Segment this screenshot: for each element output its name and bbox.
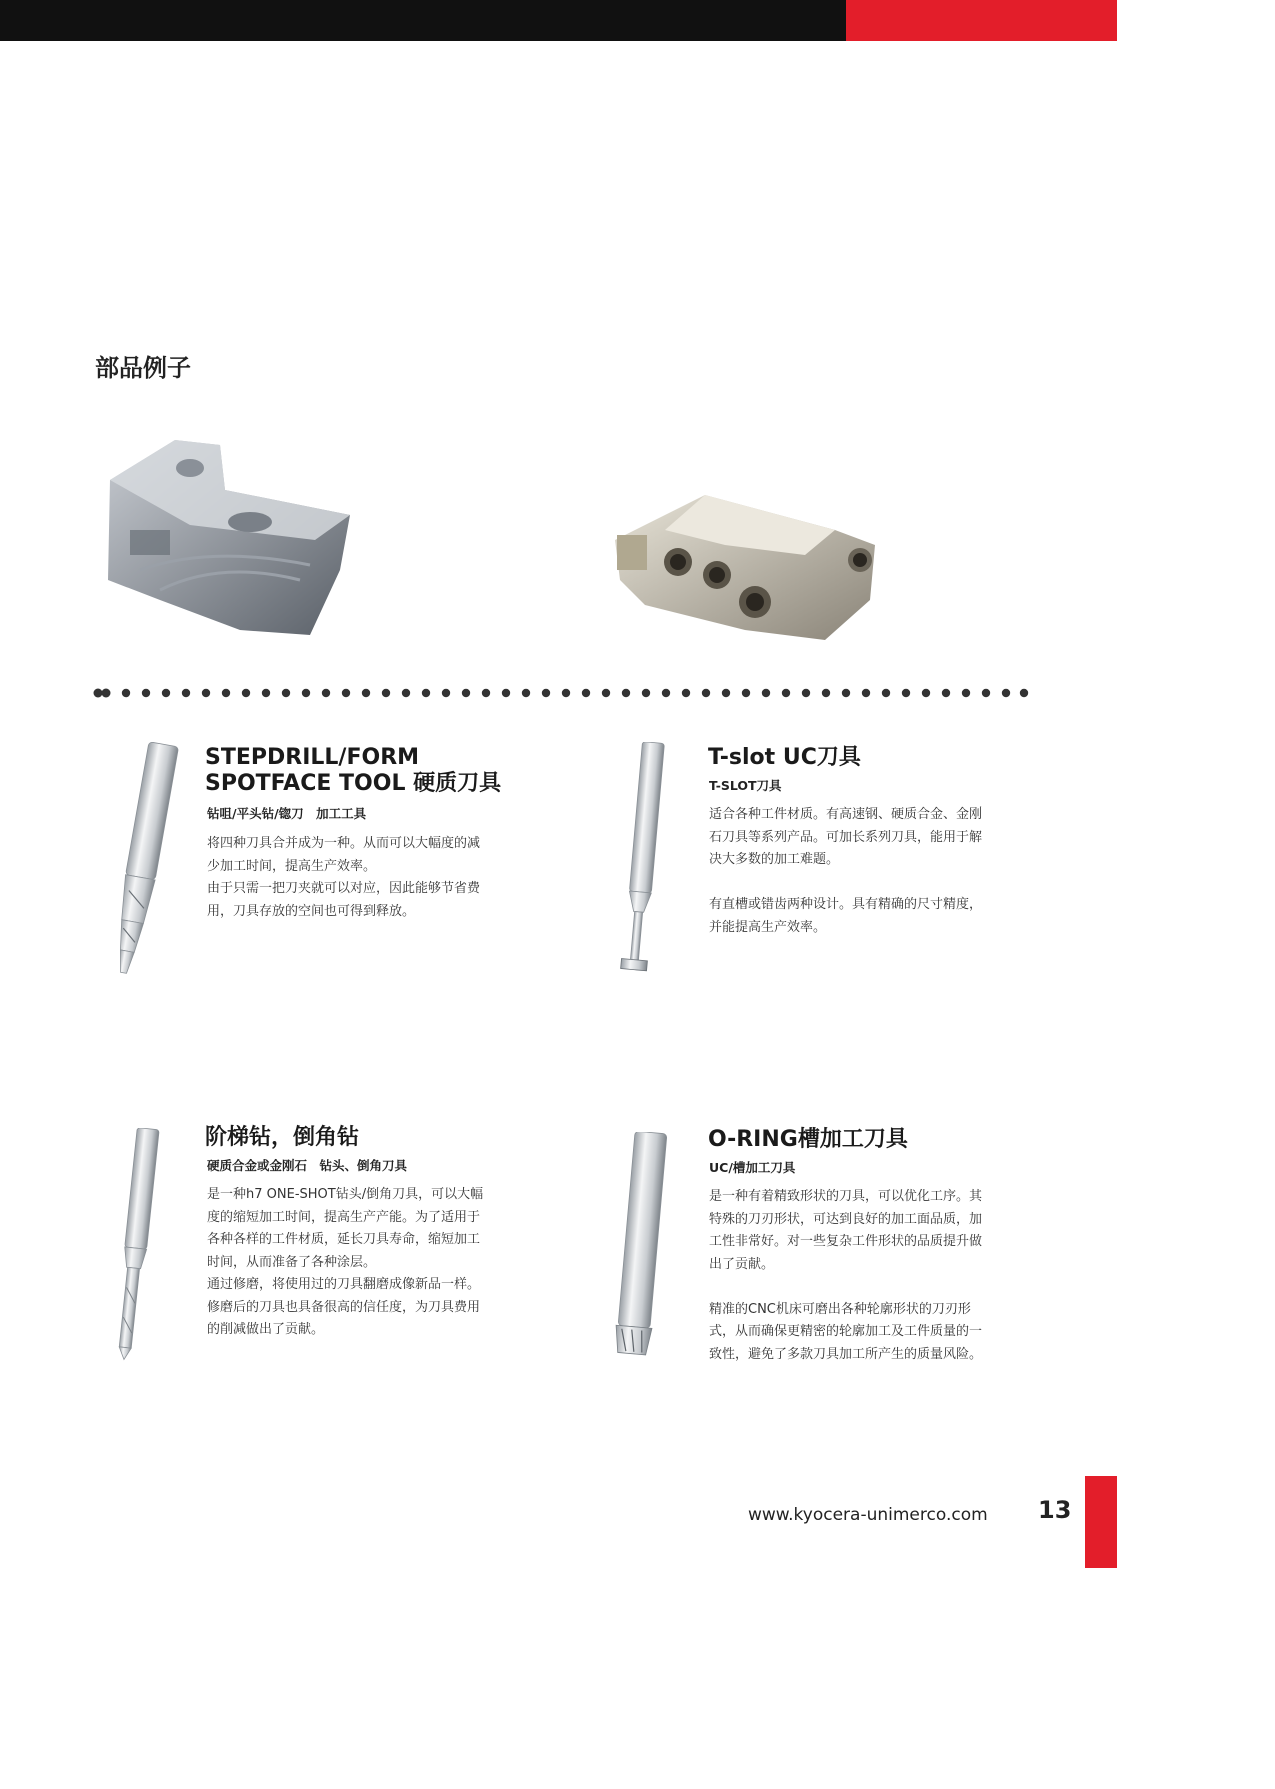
block-1-title-line-1: STEPDRILL/FORM xyxy=(205,745,420,770)
block-1-body: 将四种刀具合并成为一种。从而可以大幅度的减 少加工时间，提高生产效率。 由于只需一把刀夹就可以对应，因此能够节省费 用，刀具存放的空间也可得到释放。 xyxy=(207,836,481,919)
part-image-valve-body xyxy=(605,490,885,640)
tool-image-stepdrill xyxy=(100,742,180,982)
footer-red-tab xyxy=(1085,1476,1117,1568)
header-black-bar xyxy=(0,0,846,41)
section-title: 部品例子 xyxy=(95,354,191,382)
part-image-manifold-block xyxy=(100,430,350,640)
block-1-subtitle: 钻咀/平头钻/锪刀 加工工具 xyxy=(207,806,367,821)
footer-url: www.kyocera-unimerco.com xyxy=(748,1505,988,1525)
block-3-subtitle: 硬质合金或金刚石 钻头、倒角刀具 xyxy=(207,1158,408,1173)
tool-image-step-chamfer-drill xyxy=(105,1128,165,1363)
page-number: 13 xyxy=(1038,1496,1072,1524)
tool-image-tslot xyxy=(612,742,672,982)
tool-image-oring-groove xyxy=(605,1132,675,1362)
block-4-subtitle: UC/槽加工刀具 xyxy=(709,1160,796,1175)
block-4-body: 是一种有着精致形状的刀具，可以优化工序。其 特殊的刀刃形状，可达到良好的加工面品质，加 工性非常好。对一些复杂工件形状的品质提升做 出了贡献。 精准的CNC机床可磨出各种轮廓形状的刀刃形 式，从而确保更精密的轮廓加工及工件质量的一 致性，避免了多款刀具加工所产生的质量风险。 xyxy=(709,1189,983,1362)
block-4-title: O-RING槽加工刀具 xyxy=(708,1127,908,1152)
dotted-divider xyxy=(92,686,1032,700)
block-3-body: 是一种h7 ONE-SHOT钻头/倒角刀具，可以大幅 度的缩短加工时间，提高生产产能。为了适用于 各种各样的工件材质，延长刀具寿命，缩短加工 时间，从而准备了各种涂层。 通过修磨，将使用过的刀具翻磨成像新品一样。 修磨后的刀具也具备很高的信任度，为刀具费用 的削减做出了贡献。 xyxy=(207,1187,484,1337)
header-red-bar xyxy=(846,0,1117,41)
block-3-title: 阶梯钻，倒角钻 xyxy=(205,1125,360,1150)
block-1-title-line-2: SPOTFACE TOOL 硬质刀具 xyxy=(205,770,502,796)
block-1-title xyxy=(205,745,501,797)
block-2-title: T-slot UC刀具 xyxy=(708,745,861,770)
block-2-subtitle: T-SLOT刀具 xyxy=(709,778,782,793)
block-2-body: 适合各种工件材质。有高速钢、硬质合金、金刚 石刀具等系列产品。可加长系列刀具，能用于解 决大多数的加工难题。 有直槽或错齿两种设计。具有精确的尺寸精度， 并能提高生产效率。 xyxy=(709,807,983,935)
